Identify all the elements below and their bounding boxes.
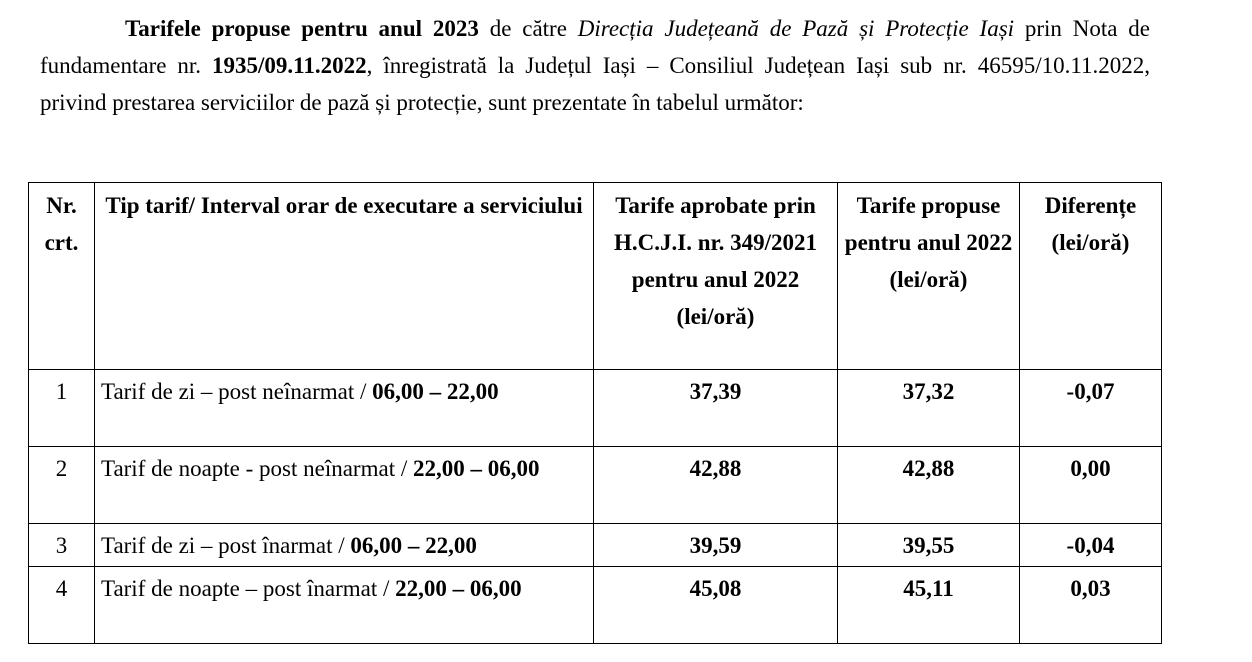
proposed-tariff: 45,11	[838, 567, 1020, 644]
tariff-interval: 22,00 – 06,00	[412, 456, 540, 481]
row-description	[95, 370, 594, 447]
approved-tariff: 37,39	[594, 370, 838, 447]
row-description	[95, 524, 594, 567]
intro-title: Tarifele propuse pentru anul 2023	[125, 16, 479, 41]
header-tarife-aprobate: Tarife aprobate prin H.C.J.I. nr. 349/2021 pentru anul 2022 (lei/oră)	[594, 183, 838, 370]
intro-text-2: prin Nota de fundamentare nr.	[40, 16, 1151, 78]
proposed-tariff: 37,32	[838, 370, 1020, 447]
header-tarife-propuse: Tarife propuse pentru anul 2022 (lei/oră)	[838, 183, 1020, 370]
proposed-tariff: 42,88	[838, 447, 1020, 524]
tariff-difference: -0,04	[1020, 524, 1162, 567]
row-description	[95, 567, 594, 644]
table-row	[29, 524, 1162, 567]
approved-tariff: 45,08	[594, 567, 838, 644]
header-nr-crt: Nr. crt.	[29, 183, 95, 370]
institution-name: Direcția Județeană de Pază și Protecție Iași	[577, 16, 1015, 41]
table-row	[29, 370, 1162, 447]
table-header-row	[29, 183, 1162, 370]
row-description	[95, 447, 594, 524]
tariff-difference: 0,03	[1020, 567, 1162, 644]
intro-paragraph	[40, 10, 1150, 121]
tariff-type: Tarif de zi – post înarmat /	[101, 533, 351, 558]
tariff-type: Tarif de noapte - post neînarmat /	[101, 456, 413, 481]
tariff-interval: 06,00 – 22,00	[350, 533, 477, 558]
tariff-table	[28, 182, 1162, 644]
approved-tariff: 39,59	[594, 524, 838, 567]
row-number: 1	[29, 370, 95, 447]
tariff-type: Tarif de zi – post neînarmat /	[101, 379, 373, 404]
approved-tariff: 42,88	[594, 447, 838, 524]
proposed-tariff: 39,55	[838, 524, 1020, 567]
header-diferente: Diferențe (lei/oră)	[1020, 183, 1162, 370]
tariff-interval: 22,00 – 06,00	[395, 576, 522, 601]
header-tip-tarif: Tip tarif/ Interval orar de executare a serviciului	[95, 183, 594, 370]
table-row	[29, 567, 1162, 644]
intro-text-1: de către	[478, 16, 578, 41]
row-number: 4	[29, 567, 95, 644]
tariff-interval: 06,00 – 22,00	[372, 379, 499, 404]
table-row	[29, 447, 1162, 524]
row-number: 2	[29, 447, 95, 524]
tariff-difference: -0,07	[1020, 370, 1162, 447]
tariff-type: Tarif de noapte – post înarmat /	[101, 576, 396, 601]
row-number: 3	[29, 524, 95, 567]
note-number: 1935/09.11.2022	[212, 53, 367, 78]
tariff-difference: 0,00	[1020, 447, 1162, 524]
intro-text-3: , înregistrată la Județul Iași – Consiliul Județean Iași sub nr. 46595/10.11.2022, privind prestarea serviciilor de pază și protecție, sunt prezentate în tabelul următor:	[40, 53, 1151, 115]
